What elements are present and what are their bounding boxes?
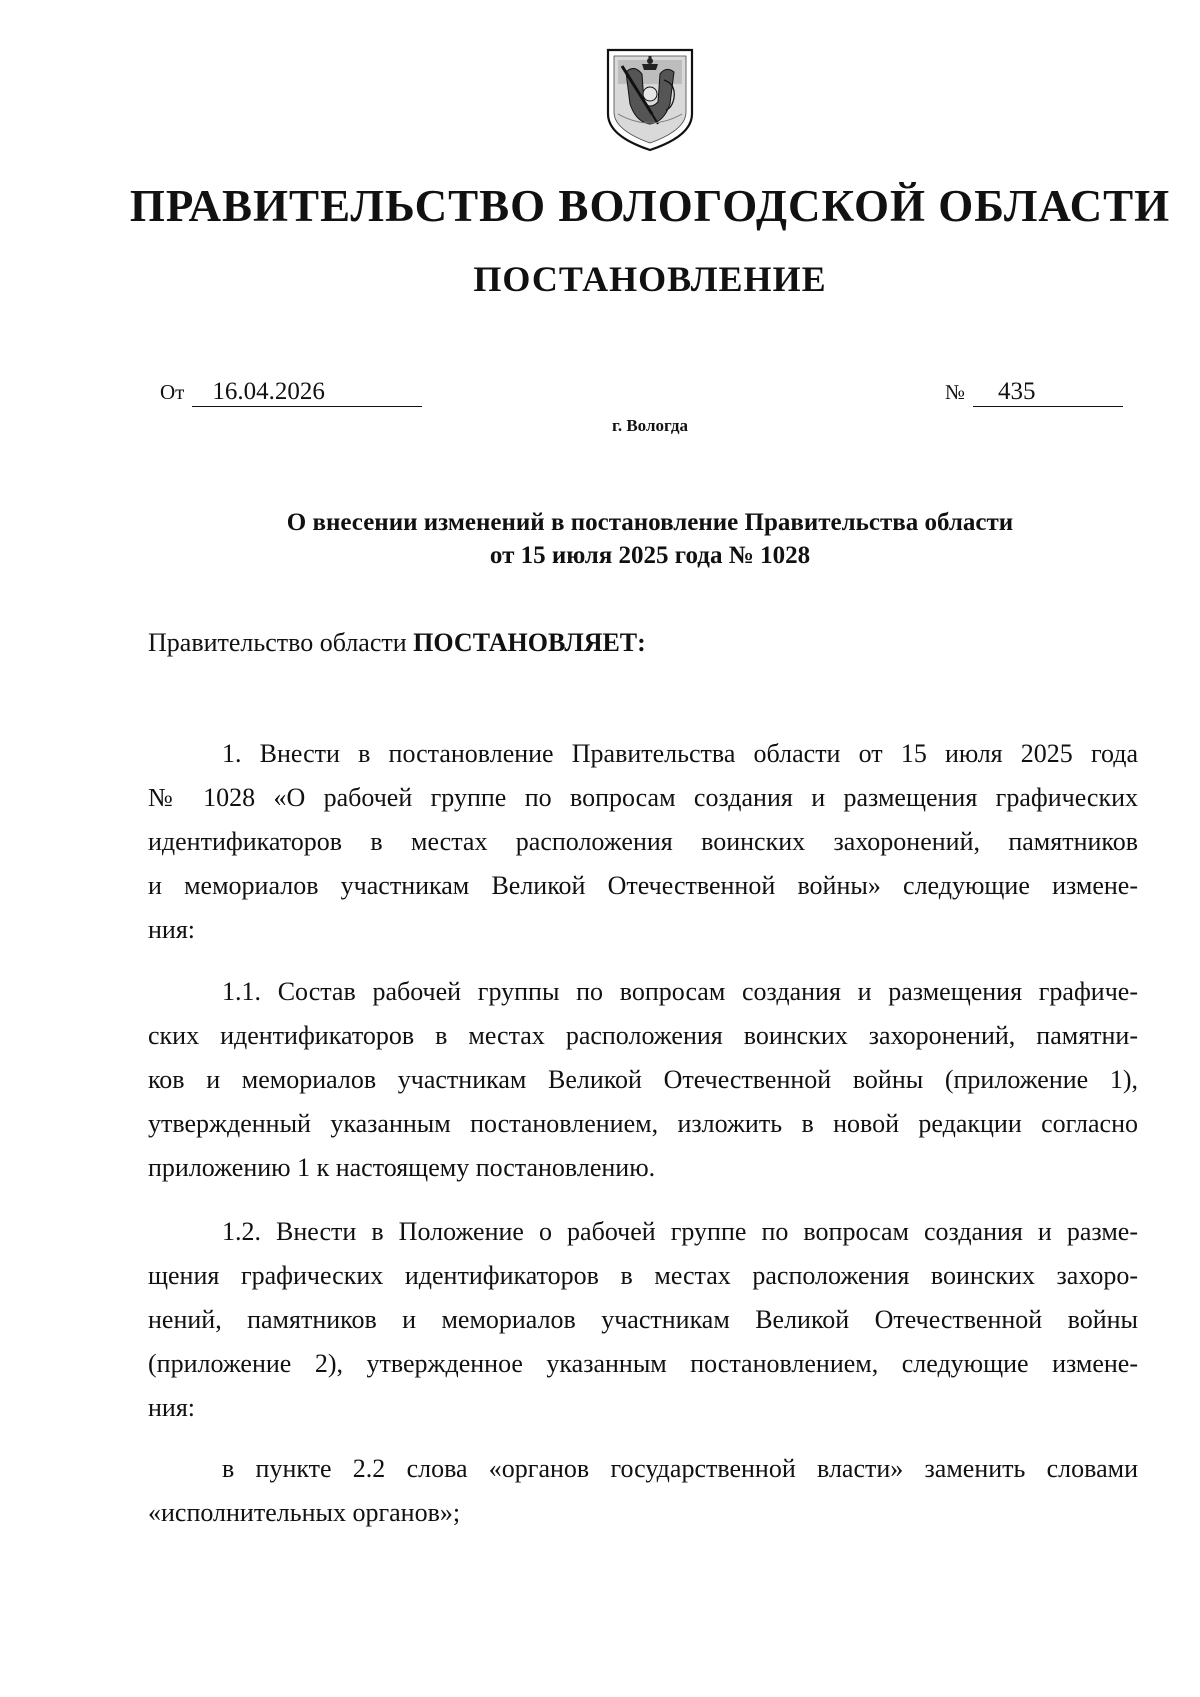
paragraph-1 bbox=[148, 732, 1138, 952]
preamble bbox=[148, 628, 646, 658]
paragraph-line: № 1028 «О рабочей группе по вопросам создания и размещения графических bbox=[148, 783, 1138, 812]
document-subject bbox=[160, 506, 1140, 572]
paragraph-line: в пункте 2.2 слова «органов государственной власти» заменить словами bbox=[222, 1454, 1138, 1483]
paragraph-line: щения графических идентификаторов в местах расположения воинских захоро- bbox=[148, 1261, 1138, 1290]
paragraph-line: приложению 1 к настоящему постановлению. bbox=[148, 1153, 656, 1182]
paragraph-amendment bbox=[148, 1447, 1138, 1535]
paragraph-line: «исполнительных органов»; bbox=[148, 1498, 461, 1527]
document-type-title: ПОСТАНОВЛЕНИЕ bbox=[473, 259, 827, 299]
preamble-emphasis: ПОСТАНОВЛЯЕТ: bbox=[413, 628, 646, 657]
paragraph-line: 1.2. Внести в Положение о рабочей группе по вопросам создания и разме- bbox=[222, 1217, 1138, 1246]
paragraph-line: (приложение 2), утвержденное указанным постановлением, следующие измене- bbox=[148, 1349, 1138, 1378]
organization-title: ПРАВИТЕЛЬСТВО ВОЛОГОДСКОЙ ОБЛАСТИ bbox=[129, 181, 1171, 231]
paragraph-line: ния: bbox=[148, 915, 196, 944]
date-value: 16.04.2026 bbox=[192, 378, 422, 407]
paragraph-line: идентификаторов в местах расположения воинских захоронений, памятников bbox=[148, 827, 1138, 856]
preamble-text: Правительство области bbox=[148, 628, 414, 657]
paragraph-line: ков и мемориалов участникам Великой Отечественной войны (приложение 1), bbox=[148, 1065, 1138, 1094]
subject-line: от 15 июля 2025 года № 1028 bbox=[489, 542, 811, 569]
paragraph-1-2 bbox=[148, 1210, 1138, 1430]
paragraph-line: утвержденный указанным постановлением, изложить в новой редакции согласно bbox=[148, 1109, 1138, 1138]
number-value: 435 bbox=[973, 378, 1123, 407]
paragraph-line: 1. Внести в постановление Правительства области от 15 июля 2025 года bbox=[222, 739, 1138, 768]
paragraph-line: 1.1. Состав рабочей группы по вопросам создания и размещения графиче- bbox=[222, 977, 1138, 1006]
document-number bbox=[945, 378, 1123, 407]
vologda-coat-of-arms-icon bbox=[604, 44, 696, 152]
document-date bbox=[160, 378, 422, 407]
paragraph-line: ских идентификаторов в местах расположения воинских захоронений, памятни- bbox=[148, 1021, 1138, 1050]
paragraph-line: ния: bbox=[148, 1393, 196, 1422]
city-label: г. Вологда bbox=[612, 416, 688, 435]
subject-line: О внесении изменений в постановление Правительства области bbox=[286, 509, 1014, 536]
paragraph-line: и мемориалов участникам Великой Отечественной войны» следующие измене- bbox=[148, 871, 1138, 900]
number-label: № bbox=[945, 380, 966, 404]
paragraph-1-1 bbox=[148, 970, 1138, 1190]
date-label: От bbox=[160, 380, 185, 404]
paragraph-line: нений, памятников и мемориалов участникам Великой Отечественной войны bbox=[148, 1305, 1138, 1334]
